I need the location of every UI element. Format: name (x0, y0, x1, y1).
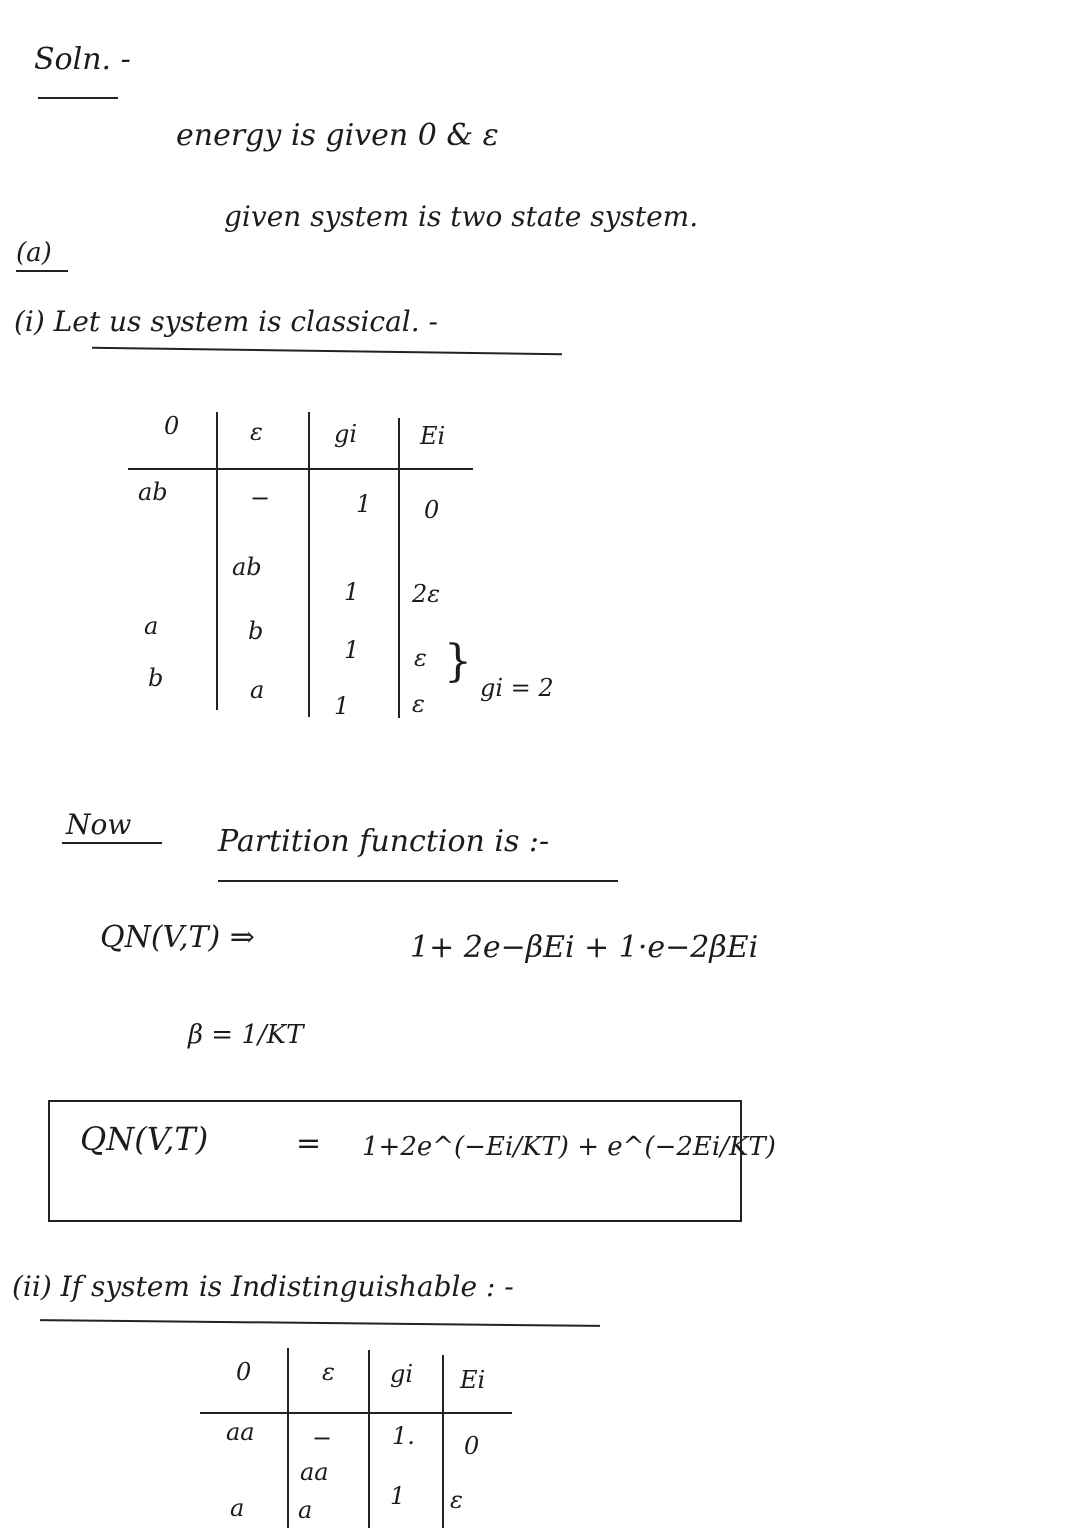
table-1-header: 0 (164, 412, 180, 440)
table-2-cell: ε (450, 1486, 463, 1514)
table-2-header: ε (322, 1358, 335, 1386)
table-2-cell: a (298, 1496, 313, 1524)
table-2-header: 0 (236, 1358, 252, 1386)
table-1-cell: 1 (334, 692, 350, 720)
table-1-cell: b (248, 617, 264, 645)
two-state-line: given system is two state system. (224, 200, 699, 233)
boxed-rhs: 1+2e^(−Ei/KT) + e^(−2Ei/KT) (362, 1132, 776, 1162)
table-2-cell: 0 (464, 1432, 480, 1460)
table-2-header-rule (200, 1412, 512, 1414)
table-1-header: ε (250, 418, 263, 446)
table-1-header: Ei (420, 422, 446, 450)
table-2-cell: aa (226, 1418, 255, 1446)
table-2-divider-1 (287, 1348, 289, 1528)
table-1-cell: 1 (344, 636, 360, 664)
boxed-lhs: QN(V,T) (80, 1120, 209, 1158)
table-2-cell: 1. (392, 1422, 415, 1450)
table-2-divider-3 (442, 1355, 444, 1528)
table-1-divider-2 (308, 412, 310, 717)
table-2-header: Ei (460, 1366, 486, 1394)
table-1-brace: } (444, 636, 472, 687)
now-label: Now (66, 808, 132, 841)
boxed-equals: = (296, 1126, 322, 1161)
table-1-cell: 2ε (412, 580, 441, 608)
table-2-cell: aa (300, 1458, 329, 1486)
table-1-cell: ab (138, 478, 168, 506)
qn-lhs: QN(V,T) ⇒ (100, 920, 255, 955)
part-ii-heading: (ii) If system is Indistinguishable : - (12, 1270, 514, 1303)
table-2-header: gi (390, 1360, 414, 1388)
table-1-cell: a (250, 676, 265, 704)
table-1-cell: a (144, 612, 159, 640)
table-1-cell: 1 (344, 578, 360, 606)
part-i-heading: (i) Let us system is classical. - (14, 305, 438, 338)
table-1-brace-label: gi = 2 (480, 674, 554, 702)
table-1-cell: ε (412, 690, 425, 718)
table-1-cell: ab (232, 553, 262, 581)
part-ii-underline (40, 1319, 600, 1327)
table-1-cell: b (148, 664, 164, 692)
table-1-cell: − (250, 484, 271, 512)
partition-function-label: Partition function is :- (218, 824, 550, 859)
table-1-header: gi (334, 420, 358, 448)
table-1-cell: ε (414, 644, 427, 672)
part-a-label: (a) (16, 238, 52, 268)
energy-line: energy is given 0 & ε (176, 118, 499, 153)
table-2-cell: 1 (390, 1482, 406, 1510)
table-1-cell: 1 (356, 490, 372, 518)
part-a-underline (16, 270, 68, 272)
partition-underline (218, 880, 618, 882)
part-i-underline (92, 347, 562, 356)
heading-underline (38, 97, 118, 99)
table-2-divider-2 (368, 1350, 370, 1528)
qn-rhs: 1+ 2e−βEi + 1·e−2βEi (410, 930, 759, 965)
table-1-divider-1 (216, 412, 218, 710)
table-1-header-rule (128, 468, 473, 470)
table-2-cell: − (312, 1424, 333, 1452)
heading: Soln. - (34, 42, 131, 77)
table-1-cell: 0 (424, 496, 440, 524)
table-1-divider-3 (398, 418, 400, 718)
now-underline (62, 842, 162, 844)
table-2-cell: a (230, 1494, 245, 1522)
beta-definition: β = 1/KT (188, 1020, 304, 1050)
